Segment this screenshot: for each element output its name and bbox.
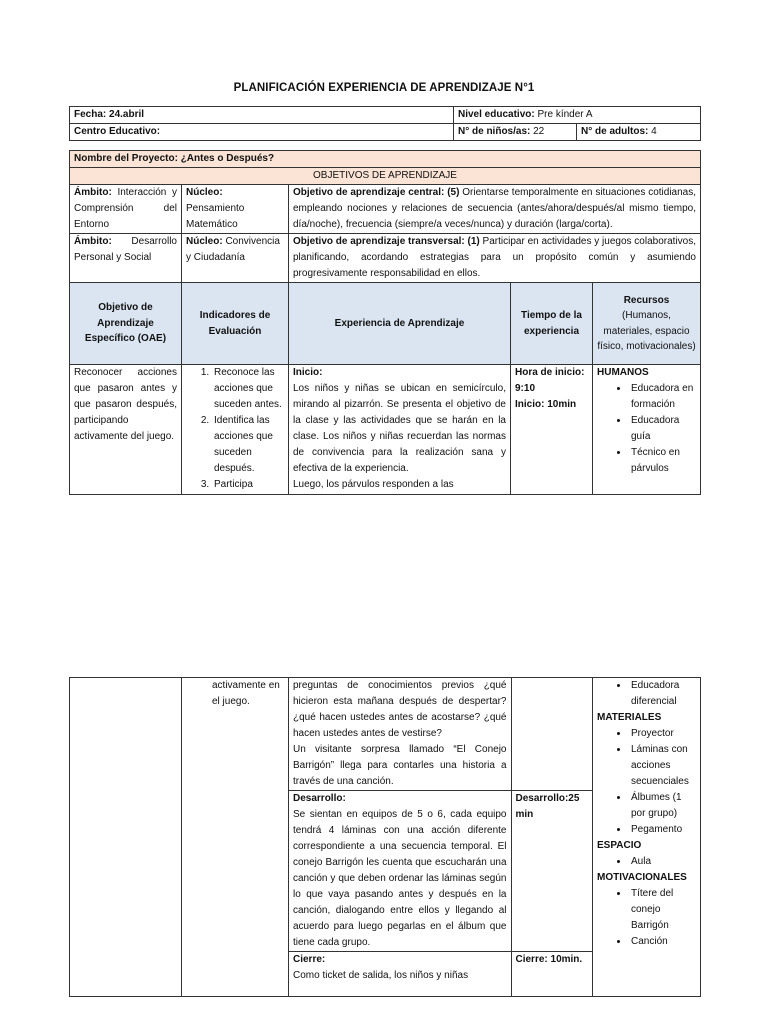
tiempo-blank xyxy=(511,678,593,791)
nivel-value: Pre kínder A xyxy=(537,109,593,120)
indicadores-list xyxy=(186,365,284,493)
desarrollo-text: Se sientan en equipos de 5 o 6, cada equipo tendrá 4 láminas con una acción diferente correspondiente a una secuencia temporal. El conejo Barrigón les cuenta que escucharán una canción y que deben ordenar las láminas según lo que vaya pasando antes y después en la canción, dialogando entre ellos y llegando al acuerdo para luego pegarlas en el álbum que tiene cada grupo. xyxy=(293,809,507,948)
list-item: • Aula xyxy=(629,854,696,870)
adultos-value: 4 xyxy=(651,126,657,137)
inicio-cont: preguntas de conocimientos previos ¿qué hicieron esta mañana después de despertar? ¿qué hacen ustedes antes de acostarse? ¿qué hacen ustedes antes de vestirse? Un visitante sorpresa llamado “El Conejo Barrigón” llega para contarles una historia a través de una canción. xyxy=(289,678,511,791)
cierre-cell xyxy=(289,952,511,997)
list-item: • Educadora diferencial xyxy=(629,678,696,710)
ninos-label: N° de niños/as: xyxy=(458,126,531,137)
experiencia-subtable xyxy=(289,678,593,996)
humanos-list xyxy=(597,381,696,477)
adultos-cell xyxy=(577,124,701,141)
oae-cell-empty xyxy=(70,678,182,997)
list-item: • Pegamento xyxy=(629,822,696,838)
nivel-cell xyxy=(454,107,701,124)
centro-label: Centro Educativo: xyxy=(74,126,161,137)
nucleo-cell: Núcleo: Pensamiento Matemático xyxy=(182,185,289,234)
proyecto-row xyxy=(70,151,701,168)
centro-cell xyxy=(70,124,454,141)
list-item: • Álbumes (1 por grupo) xyxy=(629,790,696,822)
ninos-cell xyxy=(454,124,577,141)
ninos-value: 22 xyxy=(533,126,545,137)
nivel-label: Nivel educativo: xyxy=(458,109,535,120)
proyecto-label: Nombre del Proyecto: xyxy=(74,153,178,164)
inicio-cell xyxy=(289,365,511,495)
header-experiencia: Experiencia de Aprendizaje xyxy=(289,283,511,365)
fecha-label: Fecha: xyxy=(74,109,107,120)
indicadores-cont-cell: activamente en el juego. xyxy=(182,678,289,997)
page-title: PLANIFICACIÓN EXPERIENCIA DE APRENDIZAJE N°1 xyxy=(233,82,535,94)
experiencia-cont-cell xyxy=(289,678,593,997)
motivacionales-list xyxy=(597,886,696,950)
header-tiempo: Tiempo de la experiencia xyxy=(511,283,593,365)
list-item: • Educadora en formación xyxy=(629,381,696,413)
cierre-label: Cierre: xyxy=(293,954,326,965)
adultos-label: N° de adultos: xyxy=(581,126,649,137)
tiempo-inicio-cell: Hora de inicio: 9:10 Inicio: 10min xyxy=(511,365,593,495)
recursos-cont-cell xyxy=(593,678,701,997)
nucleo-cell: Núcleo: Convivencia y Ciudadanía xyxy=(182,234,289,283)
inicio-text-cont: Luego, los párvulos responden a las xyxy=(293,479,454,490)
motivacionales-label: MOTIVACIONALES xyxy=(597,872,687,883)
header-indicadores: Indicadores de Evaluación xyxy=(182,283,289,365)
list-item: • Canción xyxy=(629,934,696,950)
espacio-label: ESPACIO xyxy=(597,840,642,851)
humanos-label: HUMANOS xyxy=(597,367,649,378)
ambito-cell: Ámbito: Interacción y Comprensión del Entorno xyxy=(70,185,182,234)
planning-table xyxy=(69,150,701,495)
ambito-cell: Ámbito: Desarrollo Personal y Social xyxy=(70,234,182,283)
materiales-label: MATERIALES xyxy=(597,712,662,723)
header-recursos: Recursos (Humanos, materiales, espacio físico, motivacionales) xyxy=(593,283,701,365)
inicio-label: Inicio: xyxy=(293,367,323,378)
list-item: • Láminas con acciones secuenciales xyxy=(629,742,696,790)
list-item: • Títere del conejo Barrigón xyxy=(629,886,696,934)
desarrollo-tiempo: Desarrollo:25 min xyxy=(511,791,593,952)
list-item: 2. Identifica las acciones que suceden después. xyxy=(212,413,284,477)
header-oae: Objetivo de Aprendizaje Específico (OAE) xyxy=(70,283,182,365)
list-item: • Técnico en párvulos xyxy=(629,445,696,477)
proyecto-value: ¿Antes o Después? xyxy=(180,153,275,164)
humanos-list-cont xyxy=(597,678,696,710)
recursos-cell xyxy=(593,365,701,495)
oae-cell: Reconocer acciones que pasaron antes y que pasaron después, participando activamente del juego. xyxy=(70,365,182,495)
materiales-list xyxy=(597,726,696,838)
cierre-text: Como ticket de salida, los niños y niñas xyxy=(293,970,469,981)
fecha-cell xyxy=(70,107,454,124)
objetivo-central-cell: Objetivo de aprendizaje central: (5) Orientarse temporalmente en situaciones cotidianas, empleando nociones y relaciones de secuencia (antes/ahora/después/al mismo tiempo, día/noche), frecuencia (siempre/a veces/nunca) y duración (larga/corta). xyxy=(289,185,701,234)
list-item: 3. Participa xyxy=(212,477,284,493)
cierre-tiempo: Cierre: 10min. xyxy=(511,952,593,997)
desarrollo-cell xyxy=(289,791,511,952)
info-table xyxy=(69,106,701,141)
desarrollo-label: Desarrollo: xyxy=(293,793,346,804)
espacio-list xyxy=(597,854,696,870)
list-item: • Educadora guía xyxy=(629,413,696,445)
inicio-text: Los niños y niñas se ubican en semicírculo, mirando al pizarrón. Se presenta el objetivo de la clase y las actividades que se harán en la clase. Los niños y niñas recuerdan las normas de convivencia para la realización sana y efectiva de la experiencia. xyxy=(293,383,506,474)
indicadores-cell xyxy=(182,365,289,495)
planning-table-continued xyxy=(69,677,701,997)
objetivos-header: OBJETIVOS DE APRENDIZAJE xyxy=(70,168,701,185)
fecha-value: 24.abril xyxy=(109,109,145,120)
list-item: • Proyector xyxy=(629,726,696,742)
objetivo-transversal-cell: Objetivo de aprendizaje transversal: (1) Participar en actividades y juegos colaborativos, planificando, acordando estrategias para un propósito común y asumiendo progresivamente responsabilidad en ellos. xyxy=(289,234,701,283)
list-item: 1. Reconoce las acciones que suceden antes. xyxy=(212,365,284,413)
